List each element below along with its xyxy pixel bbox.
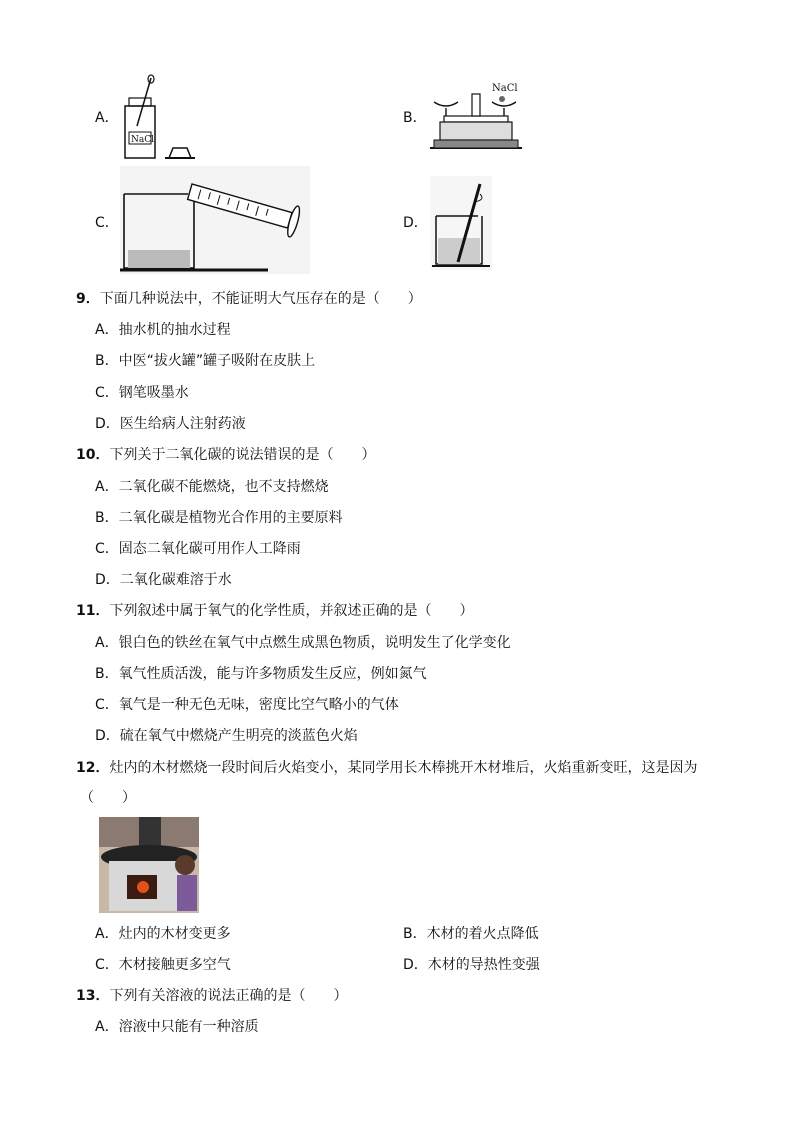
- q13-text: 下列有关溶液的说法正确的是（ ）: [109, 988, 348, 1004]
- q9-option-d[interactable]: D．医生给病人注射药液: [95, 416, 246, 432]
- q11-option-a[interactable]: A．银白色的铁丝在氧气中点燃生成黑色物质，说明发生了化学变化: [95, 635, 511, 651]
- q10-option-b[interactable]: B．二氧化碳是植物光合作用的主要原料: [95, 510, 343, 526]
- q9-option-a[interactable]: A．抽水机的抽水过程: [95, 322, 231, 338]
- q11-option-c[interactable]: C．氧气是一种无色无味，密度比空气略小的气体: [95, 697, 399, 713]
- q12-stem-continuation: （ ）: [80, 790, 136, 806]
- q10-option-c[interactable]: C．固态二氧化碳可用作人工降雨: [95, 541, 301, 557]
- pouring-cylinder-figure: [120, 166, 310, 278]
- q9-option-c[interactable]: C．钢笔吸墨水: [95, 385, 189, 401]
- q12-stem: [76, 759, 697, 777]
- q8-option-b-letter: B．: [403, 110, 427, 126]
- q12-option-a[interactable]: A．灶内的木材变更多: [95, 926, 231, 942]
- q10-stem: [76, 446, 375, 464]
- q12-option-b[interactable]: B．木材的着火点降低: [403, 926, 539, 942]
- q9-number: 9．: [76, 291, 100, 307]
- q10-option-d[interactable]: D．二氧化碳难溶于水: [95, 572, 232, 588]
- q11-text: 下列叙述中属于氧气的化学性质，并叙述正确的是（ ）: [109, 603, 474, 619]
- nacl-bottle-label: NaCl: [131, 135, 155, 145]
- q8-option-a-letter: A．: [95, 110, 119, 126]
- nacl-bottle-figure: [117, 74, 207, 166]
- q12-number: 12．: [76, 760, 110, 776]
- q10-option-a[interactable]: A．二氧化碳不能燃烧，也不支持燃烧: [95, 479, 329, 495]
- stove-photo: [99, 817, 199, 917]
- q9-option-b[interactable]: B．中医“拔火罐”罐子吸附在皮肤上: [95, 353, 316, 369]
- q10-number: 10．: [76, 447, 110, 463]
- q8-option-c-letter: C．: [95, 215, 119, 231]
- stirring-beaker-figure: [430, 176, 492, 274]
- q11-number: 11．: [76, 603, 110, 619]
- q12-text: 灶内的木材燃烧一段时间后火焰变小，某同学用长木棒挑开木材堆后，火焰重新变旺，这是因为: [109, 760, 698, 776]
- q8-option-d-letter: D．: [403, 215, 428, 231]
- q11-option-d[interactable]: D．硫在氧气中燃烧产生明亮的淡蓝色火焰: [95, 728, 358, 744]
- q13-option-a[interactable]: A．溶液中只能有一种溶质: [95, 1019, 259, 1035]
- q10-text: 下列关于二氧化碳的说法错误的是（ ）: [109, 447, 376, 463]
- q11-option-b[interactable]: B．氧气性质活泼，能与许多物质发生反应，例如氮气: [95, 666, 427, 682]
- balance-scale-figure: [430, 80, 525, 156]
- q11-stem: [76, 602, 473, 620]
- q9-text: 下面几种说法中，不能证明大气压存在的是（ ）: [99, 291, 422, 307]
- q13-stem: [76, 987, 347, 1005]
- q12-option-d[interactable]: D．木材的导热性变强: [403, 957, 540, 973]
- q9-stem: [76, 290, 422, 308]
- q12-option-c[interactable]: C．木材接触更多空气: [95, 957, 231, 973]
- q13-number: 13．: [76, 988, 110, 1004]
- balance-nacl-label: NaCl: [492, 83, 518, 94]
